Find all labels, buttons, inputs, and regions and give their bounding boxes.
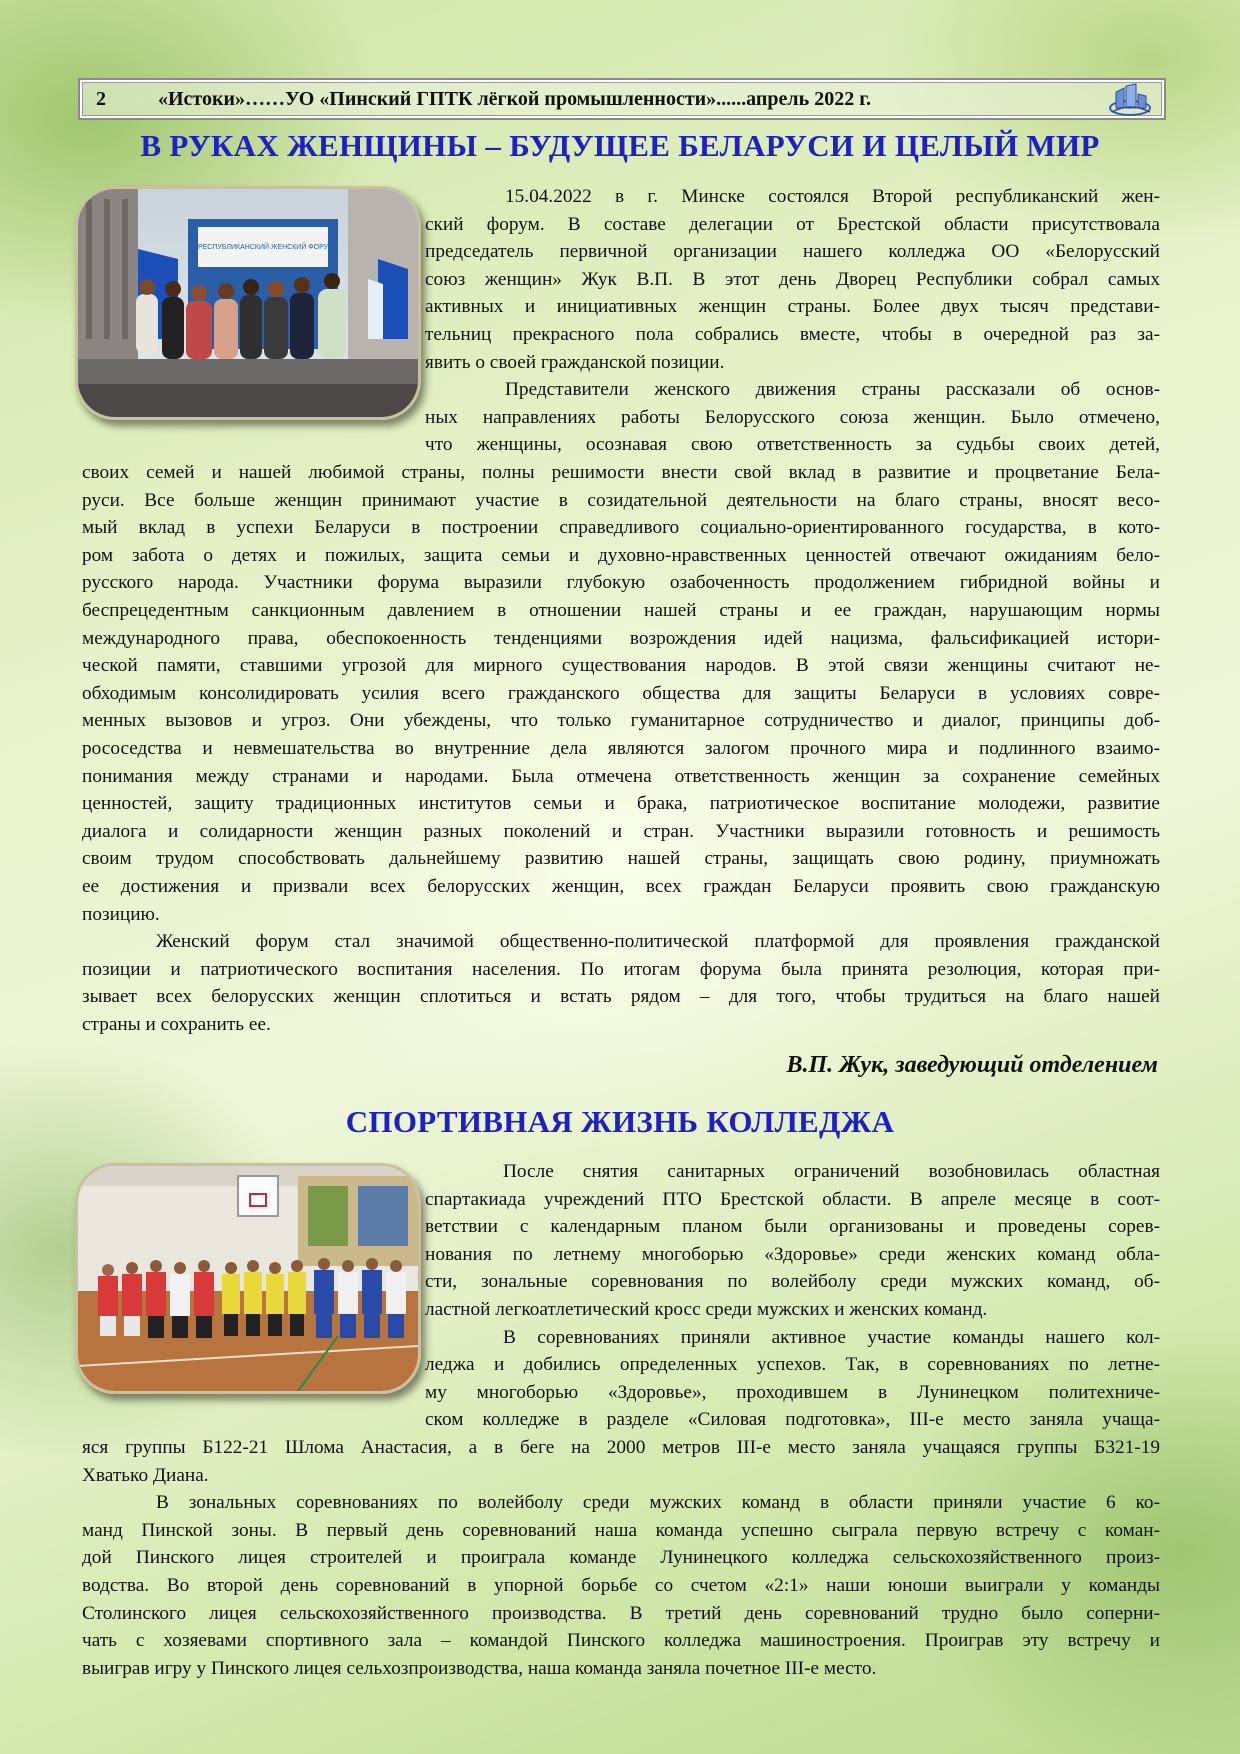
college-logo-icon [1106,82,1154,118]
photo-banner-text: II РЕСПУБЛИКАНСКИЙ ЖЕНСКИЙ ФОРУМ [192,244,334,251]
page-header [78,78,1166,120]
paragraph-line: международного права, обеспокоенность тенденциями возрождения идей нацизма, фальсификацией истори- [82,627,1160,649]
paragraph-line: сти, зональные соревнования по волейболу среди мужских команд, об- [425,1271,1160,1293]
paragraph-line: зывает всех белорусских женщин сплотиться и встать рядом – для того, чтобы трудиться на благо нашей [82,986,1160,1008]
paragraph-line: ценностей, защиту традиционных институтов семьи и брака, патриотическое воспитание молодежи, развитие [82,793,1160,815]
paragraph-line: диалога и солидарности женщин разных поколений и стран. Участники выразили готовность и решимость [82,820,1160,842]
paragraph-line: позицию. [82,903,160,925]
header-text: «Истоки»……УО «Пинский ГПТК лёгкой промышленности»......апрель 2022 г. [158,88,872,110]
paragraph-line: понимания между странами и народами. Была отмечена ответственность женщин за сохранение семейных [82,765,1160,787]
paragraph-line: ческой памяти, ставшими угрозой для мирного существования народов. В этой связи женщины считают не- [82,655,1160,677]
womens-forum-photo [75,186,421,420]
paragraph-line: своим трудом способствовать дальнейшему развитию нашей страны, защищать свою родину, приумножать [82,848,1160,870]
paragraph-line: манд Пинской зоны. В первый день соревнований наша команда успешно сыграла первую встречу с коман- [82,1519,1160,1541]
volleyball-teams-photo [75,1163,421,1394]
paragraph-line: леджа и добились определенных успехов. Так, в соревнованиях по летне- [425,1354,1160,1376]
page-number: 2 [96,88,106,110]
paragraph-line: Хватько Диана. [82,1464,209,1486]
paragraph-line: После снятия санитарных ограничений возобновилась областная [503,1161,1160,1182]
paragraph-line: ветствии с календарным планом были организованы и проведены сорев- [425,1216,1160,1238]
paragraph-line: Столинского лицея сельскохозяйственного производства. В третий день соревнований трудно было соперни- [82,1602,1160,1624]
paragraph-line: ский форум. В составе делегации от Брестской области присутствовала [425,213,1160,235]
paragraph-line: тельниц прекрасного пола собрались вместе, чтобы в очередной раз за- [425,323,1160,345]
paragraph-line: спартакиада учреждений ПТО Брестской области. В апреле месяце в соот- [425,1188,1160,1210]
paragraph-line: ром забота о детях и пожилых, защита семьи и духовно-нравственных ценностей отвечают ожиданиям бело- [82,544,1160,566]
paragraph-line: ластной легкоатлетический кросс среди мужских и женских команд. [425,1298,988,1320]
paragraph-line: 15.04.2022 в г. Минске состоялся Второй республиканский жен- [505,186,1160,207]
article1-wrap-text [425,183,1160,459]
paragraph-line: менных вызовов и угроз. Они убеждены, что только гуманитарное сотрудничество и диалог, принципы доб- [82,710,1160,732]
paragraph-line: яся группы Б122-21 Шлома Анастасия, а в беге на 2000 метров III-е место заняла учащаяся группы Б321-19 [82,1437,1160,1458]
paragraph-line: ском колледже в разделе «Силовая подготовка», III-е место заняла учаща- [425,1409,1160,1431]
article-title-sports-life: СПОРТИВНАЯ ЖИЗНЬ КОЛЛЕДЖА [345,1104,895,1139]
paragraph-line: водства. Во второй день соревнований в упорной борьбе со счетом «2:1» наши юноши выиграли у команды [82,1574,1160,1596]
paragraph-line: что женщины, осознавая свою ответственность за судьбы своих детей, [425,434,1160,456]
paragraph-line: председатель первичной организации нашего колледжа ОО «Белорусский [425,241,1160,263]
paragraph-line: рососедства и невмешательства во внутренние дела являются залогом прочного мира и подлинного взаимо- [82,737,1160,759]
paragraph-line: позиции и патриотического воспитания населения. По итогам форума была принята резолюция, которая при- [82,958,1160,980]
paragraph-line: активных и инициативных женщин страны. Более двух тысяч представи- [425,296,1160,318]
paragraph-line: Представители женского движения страны рассказали об основ- [505,379,1160,401]
paragraph-line: союз женщин» Жук В.П. В этот день Дворец Республики собрал самых [425,268,1160,290]
article1-full-text [82,459,1160,1038]
paragraph-line: выиграв игру у Пинского лицея сельхозпроизводства, наша команда заняла почетное III-е место. [82,1657,877,1679]
paragraph-line: ных направлениях работы Белорусского союза женщин. Было отмечено, [425,406,1160,428]
paragraph-line: ее достижения и призвали всех белорусских женщин, всех граждан Беларуси проявить свою гражданскую [82,875,1160,897]
paragraph-line: своих семей и нашей любимой страны, полны решимости внести свой вклад в развитие и процветание Бела- [82,462,1160,483]
paragraph-line: чать с хозяевами спортивного зала – командой Пинского колледжа машиностроения. Проиграв эту встречу и [82,1630,1160,1652]
paragraph-line: нования по летнему многоборью «Здоровье» среди женских команд обла- [425,1243,1160,1265]
paragraph-line: страны и сохранить ее. [82,1013,271,1035]
paragraph-line: явить о своей гражданской позиции. [425,351,725,373]
paragraph-line: русского народа. Участники форума выразили глубокую озабоченность продолжением гибридной войны и [82,572,1160,594]
article-title-womens-forum: В РУКАХ ЖЕНЩИНЫ – БУДУЩЕЕ БЕЛАРУСИ И ЦЕЛЫЙ МИР [140,128,1100,163]
paragraph-line: В зональных соревнованиях по волейболу среди мужских команд в области приняли участие 6 ко- [156,1492,1160,1514]
paragraph-line: руси. Все больше женщин принимают участие в созидательной деятельности на благо страны, вносят весо- [82,489,1160,511]
paragraph-line: му многоборью «Здоровье», проходившем в Лунинецком политехниче- [425,1381,1160,1403]
paragraph-line: беспрецедентным санкционным давлением в отношении нашей страны и ее граждан, нарушающим нормы [82,599,1160,621]
article1-signature: В.П. Жук, заведующий отделением [786,1052,1158,1078]
paragraph-line: В соревнованиях приняли активное участие команды нашего кол- [503,1326,1160,1348]
paragraph-line: мый вклад в успехи Беларуси в построении справедливого социально-ориентированного государства, в кото- [82,517,1160,539]
paragraph-line: дой Пинского лицея строителей и проиграла команде Лунинецкого колледжа сельскохозяйственного произ- [82,1547,1160,1569]
article2-wrap-text [425,1158,1160,1434]
paragraph-line: Женский форум стал значимой общественно-политической платформой для проявления гражданской [156,931,1160,953]
article2-full-text [82,1434,1160,1682]
paragraph-line: обходимым консолидировать усилия всего гражданского общества для защиты Беларуси в условиях совре- [82,682,1160,704]
